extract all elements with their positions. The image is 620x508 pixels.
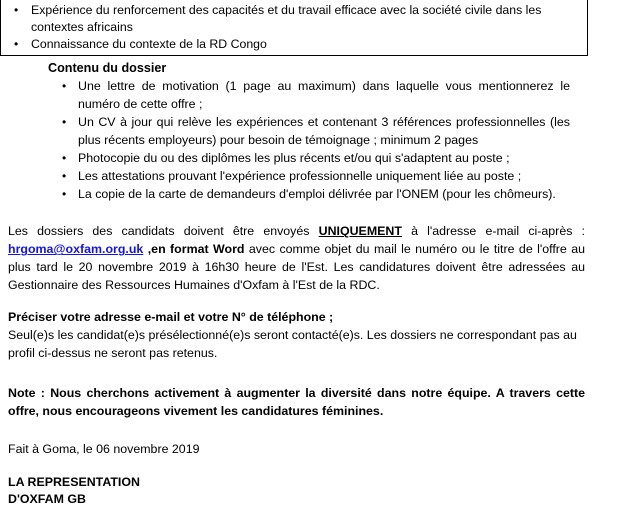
section-heading-dossier: Contenu du dossier xyxy=(48,61,167,75)
email-link[interactable]: hrgoma@oxfam.org.uk xyxy=(8,242,144,257)
list-item: • Photocopie du ou des diplômes les plus récents et/ou qui s'adaptent au poste ; xyxy=(0,149,580,167)
place-date: Fait à Goma, le 06 novembre 2019 xyxy=(8,442,200,457)
signature-line-1: LA REPRESENTATION xyxy=(8,475,140,490)
list-item: • Connaissance du contexte de la RD Congo xyxy=(1,36,587,53)
submission-rest-text: avec comme objet du mail le numéro ou le titre de l'offre au plus tard le 20 novembre 2019 à 16h30 heure de l'Est. Les candidatures doivent être adressées au Gestionnaire des Ressources Humaines d'Oxfam à l'Est de la RDC. xyxy=(8,242,586,293)
criteria-list xyxy=(1,0,587,53)
dossier-list xyxy=(0,77,580,203)
diversity-note: Note : Nous cherchons activement à augmenter la diversité dans notre équipe. A travers cette offre, nous encourageons vivement les candidatures féminines. xyxy=(8,386,585,419)
format-note: ,en format Word xyxy=(143,242,245,257)
contact-notice-paragraph xyxy=(8,308,585,362)
list-item: • La copie de la carte de demandeurs d'emploi délivrée par l'ONEM (pour les chômeurs). xyxy=(0,185,580,203)
uniquement-emphasis: UNIQUEMENT xyxy=(318,224,402,239)
submission-paragraph xyxy=(8,222,585,294)
list-item: • Les attestations prouvant l'expérience professionnelle uniquement liée au poste ; xyxy=(0,167,580,185)
list-item: • Une lettre de motivation (1 page au maximum) dans laquelle vous mentionnerez le numéro de cette offre ; xyxy=(0,77,580,113)
submission-after-emphasis: à l'adresse e-mail ci-après : xyxy=(401,224,585,239)
list-item: • Expérience du renforcement des capacités et du travail efficace avec la société civile dans les contextes africains xyxy=(1,0,587,36)
contact-notice-bold-line: Préciser votre adresse e-mail et votre N° de téléphone ; xyxy=(8,310,334,325)
signature-block xyxy=(8,474,585,508)
contact-notice-body: Seul(e)s les candidat(e)s présélectionné(e)s seront contacté(e)s. Les dossiers ne correspondant pas au profil ci-dessus ne seront pas retenus. xyxy=(8,328,577,361)
signature-line-2: D'OXFAM GB xyxy=(8,492,86,507)
list-item: • Un CV à jour qui relève les expériences et contenant 3 références professionnelles (les plus récents employeurs) pour besoin de témoignage ; minimum 2 pages xyxy=(0,113,580,149)
criteria-box xyxy=(0,0,588,56)
submission-lead-text: Les dossiers des candidats doivent être envoyés xyxy=(8,224,319,239)
